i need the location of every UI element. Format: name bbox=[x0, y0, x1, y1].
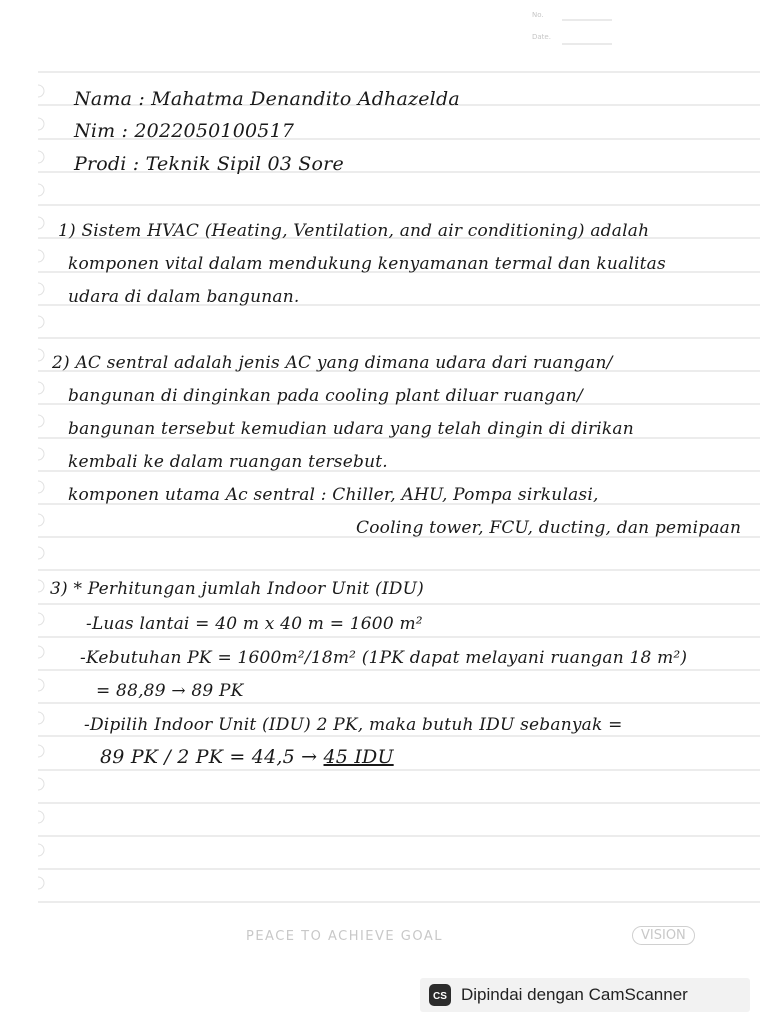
header-no-label: No. bbox=[532, 11, 544, 19]
answer-3-luas: -Luas lantai = 40 m x 40 m = 1600 m² bbox=[86, 614, 423, 634]
camscanner-watermark bbox=[420, 978, 750, 1012]
answer-3-result: 45 IDU bbox=[323, 746, 394, 768]
header-date-label: Date. bbox=[532, 33, 551, 41]
answer-3-dipilih: -Dipilih Indoor Unit (IDU) 2 PK, maka butuh IDU sebanyak = bbox=[84, 715, 623, 735]
header-fields bbox=[532, 8, 578, 52]
student-nim: Nim : 2022050100517 bbox=[74, 120, 295, 142]
answer-3-kebutuhan: -Kebutuhan PK = 1600m²/18m² (1PK dapat melayani ruangan 18 m²) bbox=[80, 648, 688, 668]
answer-3-title: 3) * Perhitungan jumlah Indoor Unit (IDU) bbox=[50, 579, 424, 599]
answer-3-kebutuhan-result: = 88,89 → 89 PK bbox=[96, 681, 244, 701]
answer-2-line: 2) AC sentral adalah jenis AC yang dimana udara dari ruangan/ bbox=[52, 353, 613, 373]
svg-text:CS: CS bbox=[433, 991, 447, 1002]
answer-3-calc-line bbox=[100, 746, 394, 768]
answer-2-line: bangunan di dinginkan pada cooling plant diluar ruangan/ bbox=[68, 386, 583, 406]
answer-3-calc: 89 PK / 2 PK = 44,5 → bbox=[100, 746, 318, 768]
student-prodi: Prodi : Teknik Sipil 03 Sore bbox=[74, 153, 344, 175]
answer-1-line: udara di dalam bangunan. bbox=[68, 287, 300, 307]
answer-2-line: kembali ke dalam ruangan tersebut. bbox=[68, 452, 388, 472]
answer-2-line: Cooling tower, FCU, ducting, dan pemipaan bbox=[356, 518, 742, 538]
answer-1-line: 1) Sistem HVAC (Heating, Ventilation, and air conditioning) adalah bbox=[58, 221, 650, 241]
footer-motto: PEACE TO ACHIEVE GOAL bbox=[246, 929, 443, 944]
footer-brand-logo: VISION bbox=[632, 926, 695, 945]
camscanner-text: Dipindai dengan CamScanner bbox=[461, 985, 688, 1004]
answer-2-line: komponen utama Ac sentral : Chiller, AHU, Pompa sirkulasi, bbox=[68, 485, 599, 505]
answer-2-line: bangunan tersebut kemudian udara yang telah dingin di dirikan bbox=[68, 419, 634, 439]
student-name: Nama : Mahatma Denandito Adhazelda bbox=[74, 88, 460, 110]
camscanner-icon bbox=[429, 984, 451, 1006]
answer-1-line: komponen vital dalam mendukung kenyamanan termal dan kualitas bbox=[68, 254, 666, 274]
